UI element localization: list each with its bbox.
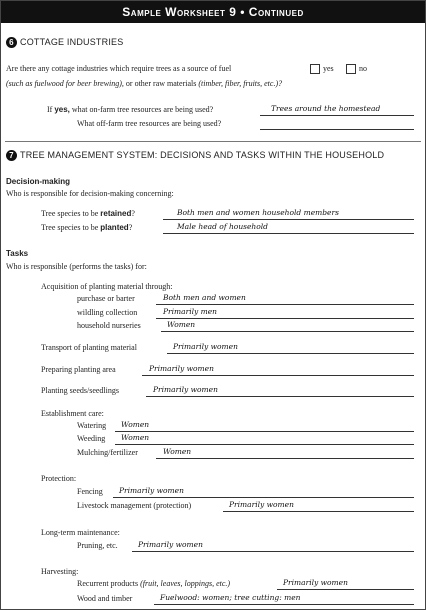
- pruning-answer-line[interactable]: [132, 551, 414, 552]
- purchase-answer: Both men and women: [163, 293, 246, 302]
- yes-checkbox[interactable]: [310, 64, 320, 74]
- fuel-example: (such as fuelwood for beer brewing),: [6, 79, 124, 88]
- planted-qmark: ?: [128, 223, 133, 232]
- transport-label: Transport of planting material: [41, 343, 137, 352]
- transport-answer-line[interactable]: [167, 353, 414, 354]
- page-title: Sample Worksheet 9 • Continued: [1, 1, 425, 23]
- retained-answer-line[interactable]: [163, 219, 414, 220]
- retained-prefix: Tree species to be: [41, 209, 101, 218]
- livestock-answer-line[interactable]: [223, 511, 414, 512]
- nursery-label: household nurseries: [77, 321, 141, 330]
- on-farm-answer: Trees around the homestead: [271, 104, 381, 113]
- tasks-intro: Who is responsible (performs the tasks) for:: [6, 262, 147, 271]
- cottage-question-line1: Are there any cottage industries which require trees as a source of fuel: [6, 64, 232, 73]
- section-7-heading: [6, 150, 384, 161]
- transport-answer: Primarily women: [173, 342, 238, 351]
- acquisition-label: Acquisition of planting material through:: [41, 282, 173, 291]
- seeds-label: Planting seeds/seedlings: [41, 386, 119, 395]
- planted-prefix: Tree species to be: [41, 223, 101, 232]
- planted-answer: Male head of household: [177, 222, 268, 231]
- off-farm-answer-line[interactable]: [260, 129, 414, 130]
- weeding-answer: Women: [121, 433, 150, 442]
- yes-label: yes: [323, 64, 334, 73]
- planted-question: [41, 223, 132, 232]
- recurrent-examples: (fruit, leaves, loppings, etc.): [140, 579, 231, 588]
- section-6-heading: [6, 37, 123, 48]
- weeding-label: Weeding: [77, 434, 106, 443]
- no-label: no: [359, 64, 367, 73]
- fencing-answer-line[interactable]: [113, 497, 414, 498]
- nursery-answer: Women: [167, 320, 196, 329]
- weeding-answer-line[interactable]: [115, 444, 414, 445]
- purchase-answer-line[interactable]: [156, 304, 414, 305]
- mulching-answer: Women: [163, 447, 192, 456]
- watering-answer: Women: [121, 420, 150, 429]
- retained-answer: Both men and women household members: [177, 208, 339, 217]
- retained-question: [41, 209, 135, 218]
- recurrent-label: [77, 579, 230, 588]
- tasks-heading: Tasks: [6, 249, 29, 258]
- wildling-label: wildling collection: [77, 308, 138, 317]
- fencing-label: Fencing: [77, 487, 103, 496]
- harvesting-label: Harvesting:: [41, 567, 79, 576]
- watering-label: Watering: [77, 421, 107, 430]
- livestock-answer: Primarily women: [229, 500, 294, 509]
- seeds-answer: Primarily women: [153, 385, 218, 394]
- seeds-answer-line[interactable]: [146, 396, 414, 397]
- decision-making-heading: Decision-making: [6, 177, 71, 186]
- planted-answer-line[interactable]: [163, 233, 414, 234]
- preparing-answer-line[interactable]: [142, 375, 414, 376]
- pruning-label: Pruning, etc.: [77, 541, 118, 550]
- materials-example: (timber, fiber, fruits, etc.)?: [198, 79, 283, 88]
- fencing-answer: Primarily women: [119, 486, 184, 495]
- recurrent-label-text: Recurrent products: [77, 579, 141, 588]
- establishment-label: Establishment care:: [41, 409, 104, 418]
- decision-making-intro: Who is responsible for decision-making concerning:: [6, 189, 174, 198]
- longterm-label: Long-term maintenance:: [41, 528, 120, 537]
- watering-answer-line[interactable]: [115, 431, 414, 432]
- wood-answer-line[interactable]: [154, 604, 414, 605]
- retained-qmark: ?: [131, 209, 135, 218]
- if-prefix: If: [47, 105, 55, 114]
- on-farm-question: [47, 105, 213, 114]
- on-farm-question-text: what on-farm tree resources are being used?: [69, 105, 214, 114]
- livestock-label: Livestock management (protection): [77, 501, 192, 510]
- off-farm-question: What off-farm tree resources are being used?: [77, 119, 222, 128]
- section-7-title: TREE MANAGEMENT SYSTEM: DECISIONS AND TASKS WITHIN THE HOUSEHOLD: [20, 150, 385, 160]
- section-number-badge: 6: [6, 37, 17, 48]
- cottage-question-line2: [6, 79, 282, 88]
- section-6-title: COTTAGE INDUSTRIES: [20, 37, 124, 47]
- nursery-answer-line[interactable]: [161, 331, 414, 332]
- recurrent-answer-line[interactable]: [277, 589, 414, 590]
- no-checkbox[interactable]: [346, 64, 356, 74]
- pruning-answer: Primarily women: [138, 540, 203, 549]
- section-divider: [5, 141, 421, 142]
- protection-label: Protection:: [41, 474, 77, 483]
- wood-answer: Fuelwood: women; tree cutting: men: [160, 593, 301, 602]
- wildling-answer-line[interactable]: [156, 318, 414, 319]
- preparing-answer: Primarily women: [149, 364, 214, 373]
- on-farm-answer-line[interactable]: [260, 115, 414, 116]
- mulching-answer-line[interactable]: [156, 458, 414, 459]
- preparing-label: Preparing planting area: [41, 365, 116, 374]
- planted-word: planted: [100, 223, 129, 232]
- if-yes-label: yes,: [54, 105, 70, 114]
- retained-word: retained: [100, 209, 132, 218]
- purchase-label: purchase or barter: [77, 294, 135, 303]
- recurrent-answer: Primarily women: [283, 578, 348, 587]
- wood-label: Wood and timber: [77, 594, 133, 603]
- wildling-answer: Primarily men: [163, 307, 217, 316]
- mulching-label: Mulching/fertilizer: [77, 448, 138, 457]
- section-number-badge: 7: [6, 150, 17, 161]
- other-materials-text: or other raw materials: [123, 79, 199, 88]
